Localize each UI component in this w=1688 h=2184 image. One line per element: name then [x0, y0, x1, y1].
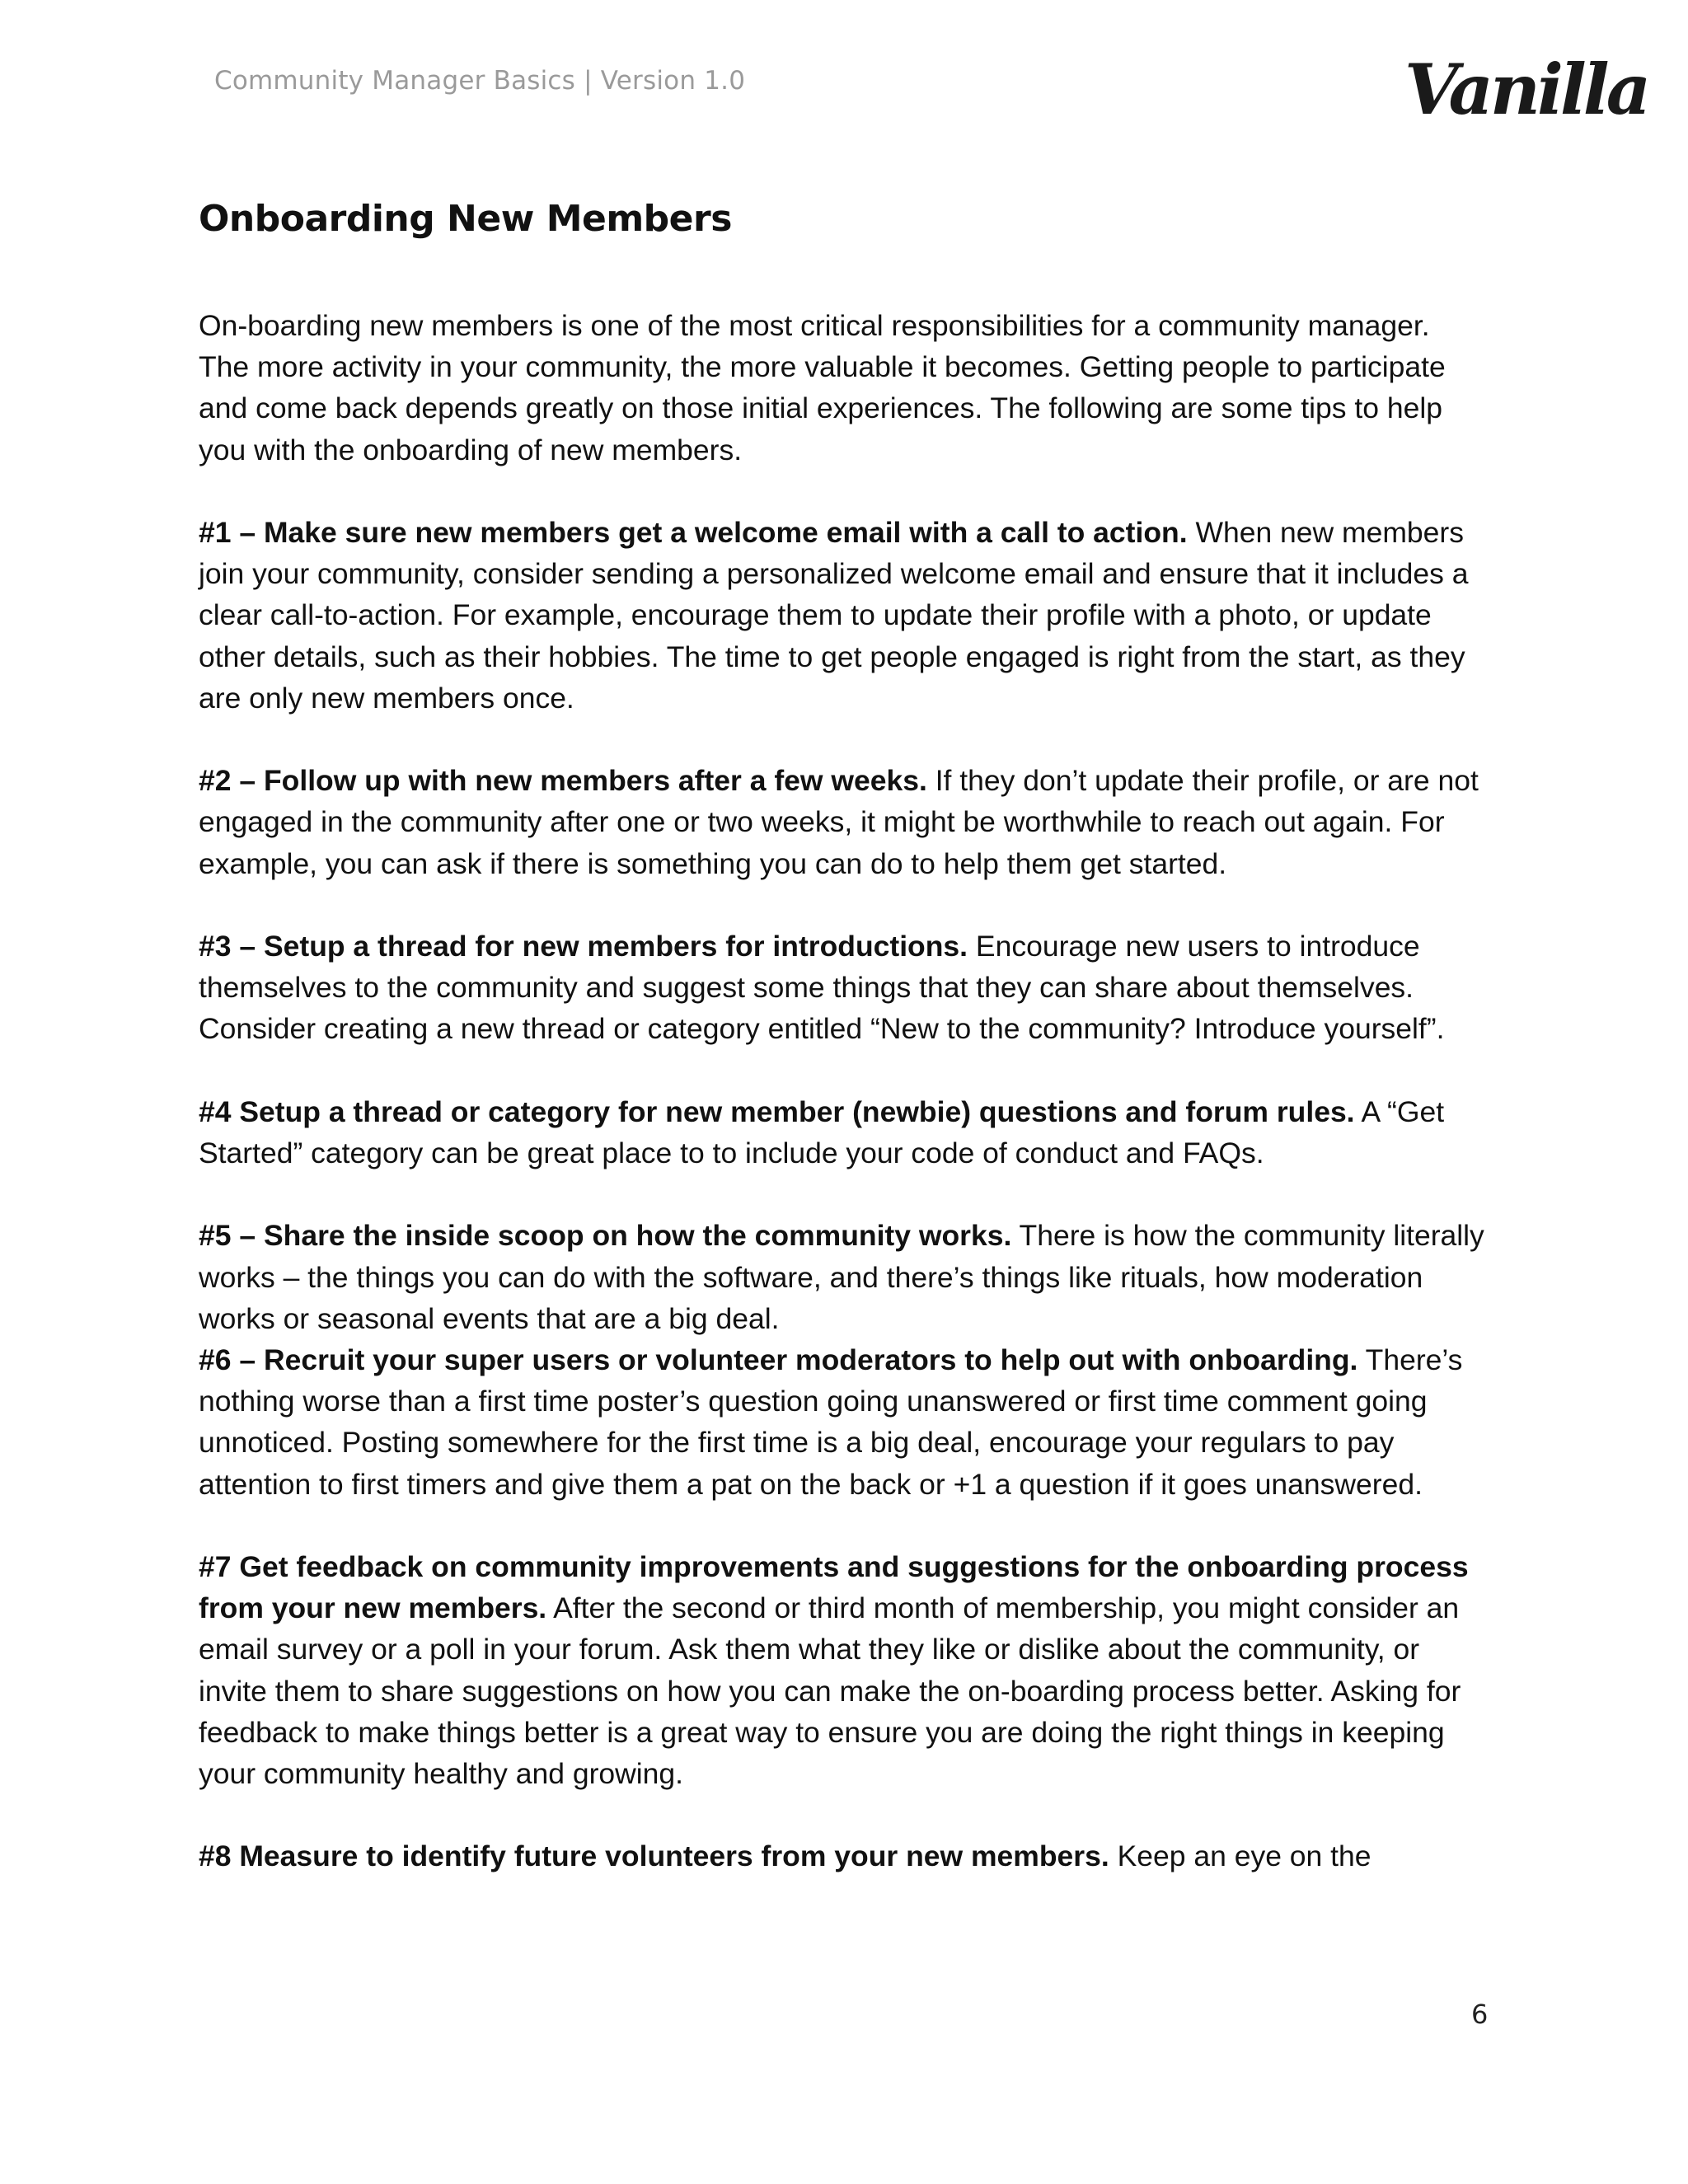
tip-7 [199, 1546, 1484, 1794]
tip-body: When new members join your community, consider sending a personalized welcome email and ensure that it includes a clear call-to-action. For example, encourage them to update their profile with a photo, or update other details, such as their hobbies. The time to get people engaged is right from the start, as they are only new members once. [199, 516, 1469, 715]
page-title: Onboarding New Members [199, 198, 732, 240]
tip-heading: #5 – Share the inside scoop on how the community works. [199, 1219, 1012, 1253]
tip-heading: #8 Measure to identify future volunteers from your new members. [199, 1840, 1109, 1873]
tip-8 [199, 1835, 1484, 1877]
tip-4 [199, 1091, 1484, 1174]
tip-2 [199, 760, 1484, 884]
svg-text:Vanilla: Vanilla [1404, 49, 1648, 130]
tip-body: There’s nothing worse than a first time poster’s question going unanswered or first time comment going unnoticed. Posting somewhere for the first time is a big deal, encourage your regulars to pay attention to first timers and give them a pat on the back or +1 a question if it goes unanswered. [199, 1343, 1463, 1501]
tip-body: After the second or third month of membership, you might consider an email survey or a poll in your forum. Ask them what they like or dislike about the community, or invite them to share suggestions on how you can make the on-boarding process better. Asking for feedback to make things better is a great way to ensure you are doing the right things in keeping your community healthy and growing. [199, 1591, 1461, 1791]
vanilla-logo [1401, 43, 1648, 134]
tip-5 [199, 1215, 1484, 1339]
tip-body: There is how the community literally works – the things you can do with the software, and there’s things like rituals, how moderation works or seasonal events that are a big deal. [199, 1219, 1484, 1335]
tip-heading: #7 Get feedback on community improvements and suggestions for the onboarding process from your new members. [199, 1550, 1469, 1625]
tip-heading: #6 – Recruit your super users or volunteer moderators to help out with onboarding. [199, 1343, 1358, 1376]
tip-1 [199, 512, 1484, 719]
page-number: 6 [1471, 1999, 1489, 2030]
tip-body: A “Get Started” category can be great place to to include your code of conduct and FAQs. [199, 1094, 1445, 1169]
tip-6 [199, 1339, 1484, 1505]
tip-body: Keep an eye on the [1109, 1840, 1372, 1873]
tip-heading: #4 Setup a thread or category for new member (newbie) questions and forum rules. [199, 1094, 1355, 1128]
tip-3 [199, 926, 1484, 1050]
document-body [199, 305, 1484, 1919]
tip-body: Encourage new users to introduce themselves to the community and suggest some things that they can share about themselves. Consider creating a new thread or category entitled “New to the community? Introduce yourself”. [199, 930, 1445, 1046]
tip-heading: #2 – Follow up with new members after a few weeks. [199, 764, 927, 798]
tip-body: If they don’t update their profile, or are not engaged in the community after one or two weeks, it might be worthwhile to reach out again. For example, you can ask if there is something you can do to help them get started. [199, 764, 1479, 880]
tip-heading: #1 – Make sure new members get a welcome email with a call to action. [199, 516, 1188, 549]
document-header-title: Community Manager Basics | Version 1.0 [214, 66, 746, 96]
intro-paragraph: On-boarding new members is one of the most critical responsibilities for a community manager. The more activity in your community, the more valuable it becomes. Getting people to participate and come back depends greatly on those initial experiences. The following are some tips to help you with the onboarding of new members. [199, 309, 1446, 466]
tip-heading: #3 – Setup a thread for new members for introductions. [199, 930, 968, 963]
